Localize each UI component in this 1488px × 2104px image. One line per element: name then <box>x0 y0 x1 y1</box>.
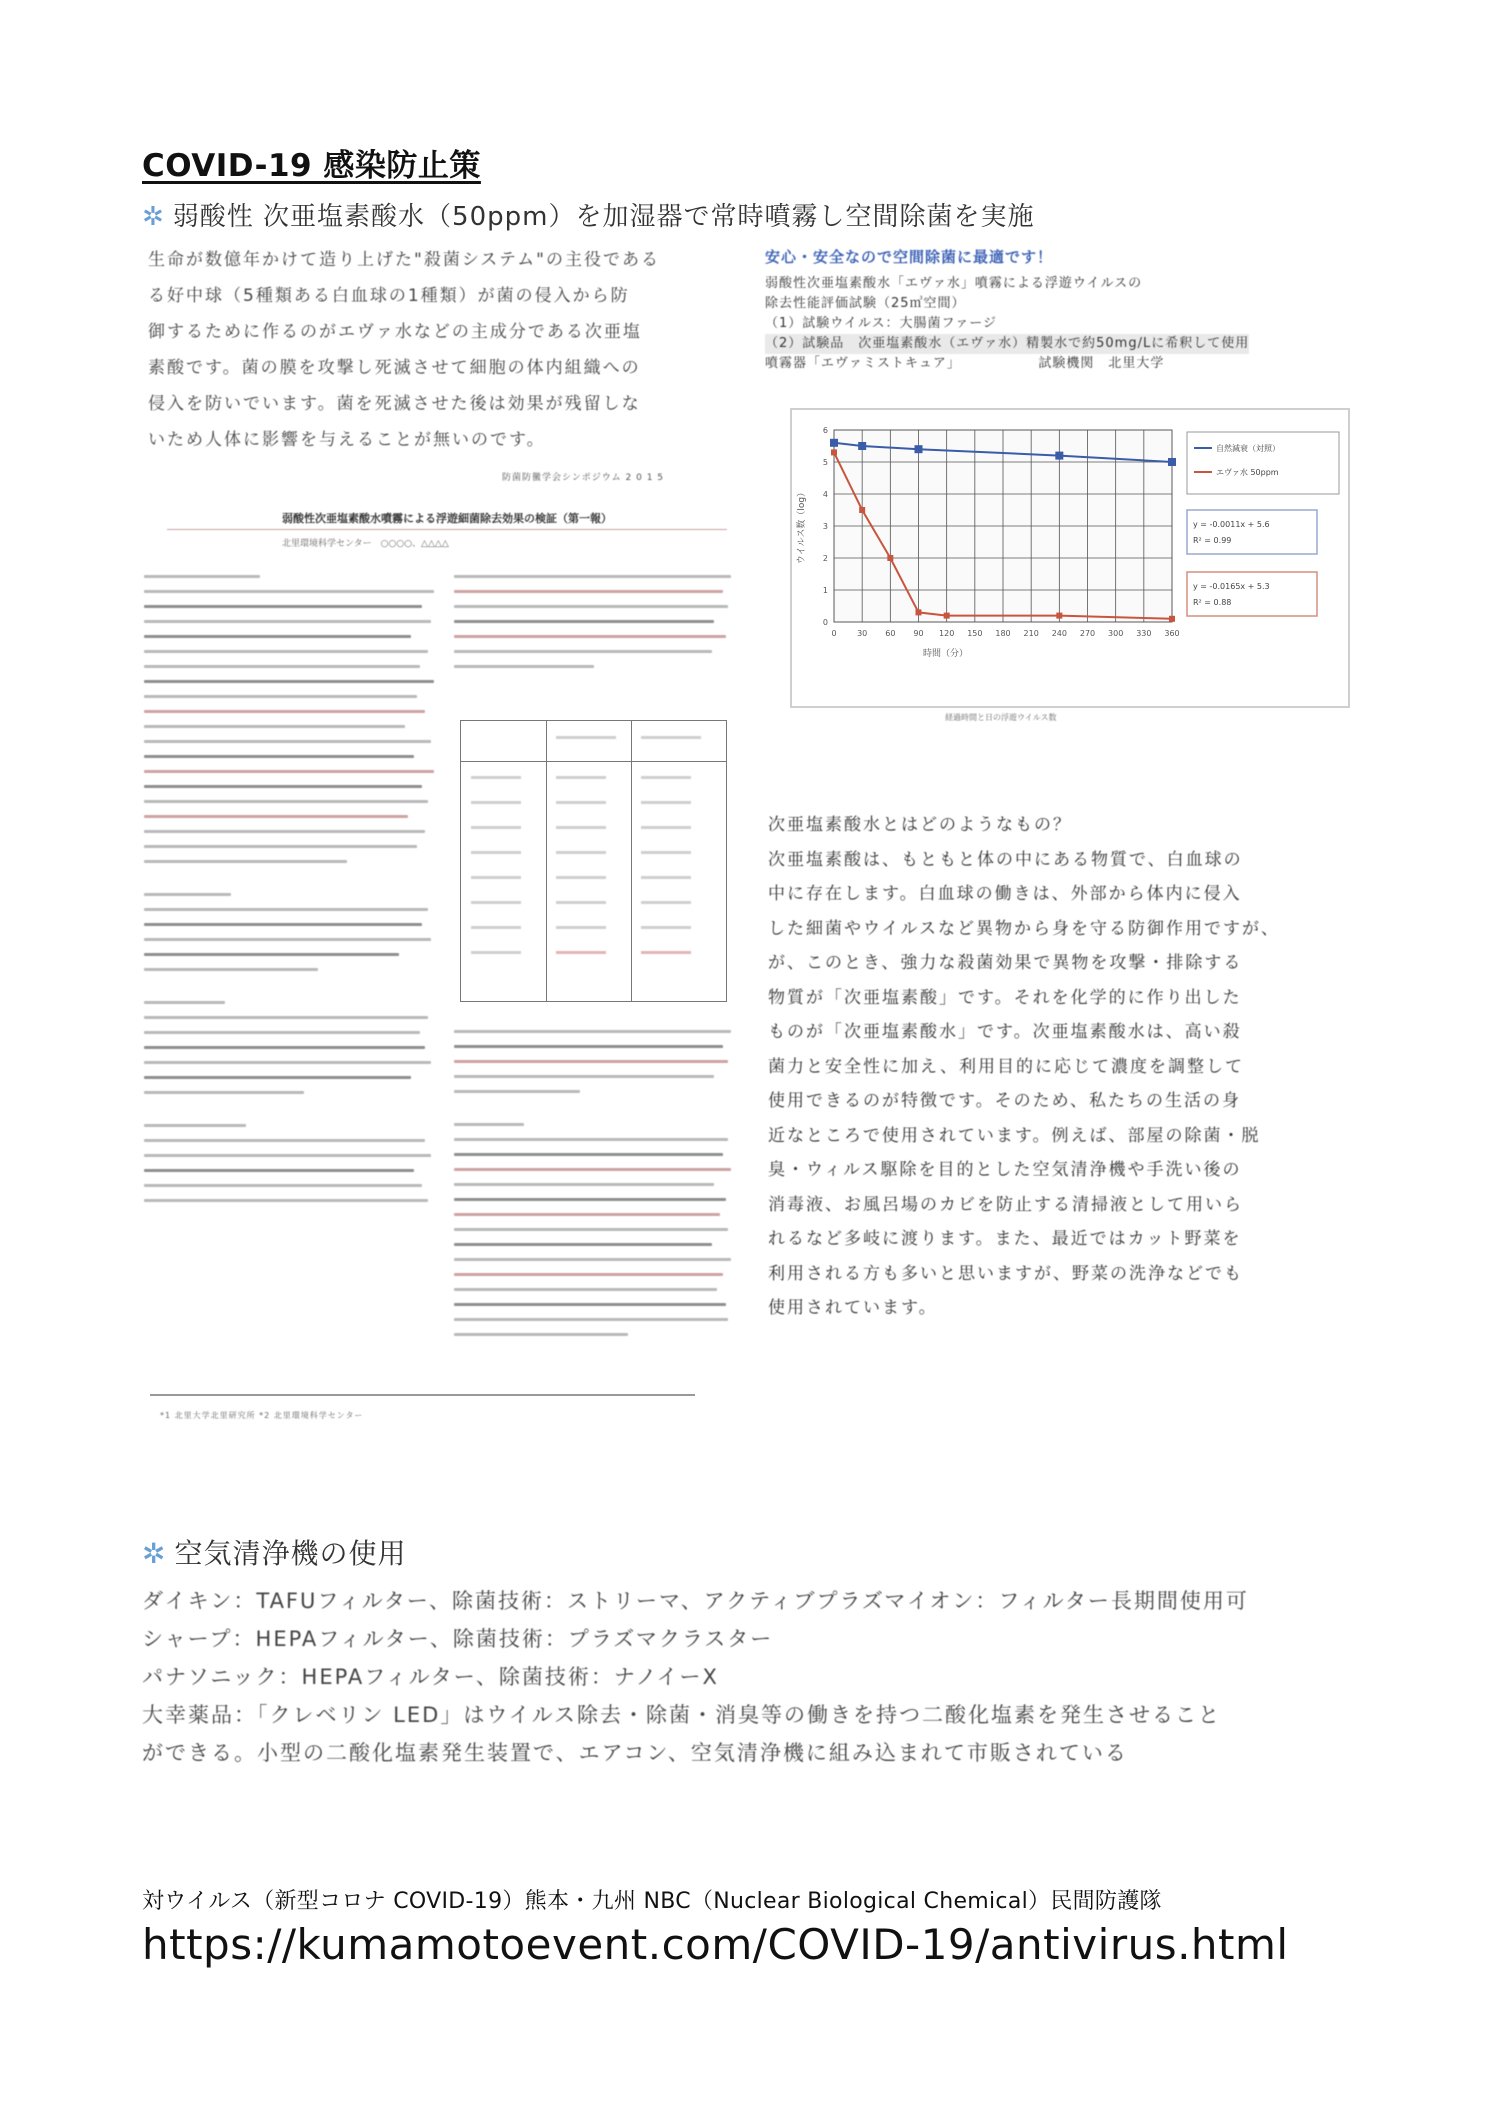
annotation-box <box>1187 572 1317 616</box>
data-point <box>858 442 866 450</box>
explain-line: 利用される方も多いと思いますが、野菜の洗浄などでも <box>768 1263 1243 1284</box>
chart-frame <box>790 408 1350 708</box>
annotation-text: y = -0.0011x + 5.6 <box>1193 520 1270 529</box>
x-tick-label: 300 <box>1108 629 1124 638</box>
y-axis-label: ウイルス数（log） <box>797 487 807 565</box>
section2-heading-text: 空気清浄機の使用 <box>174 1537 407 1570</box>
data-point <box>831 449 837 455</box>
data-point <box>859 507 865 513</box>
paper-right-column <box>454 575 734 680</box>
footer-url[interactable]: https://kumamotoevent.com/COVID-19/antivirus.html <box>142 1920 1289 1969</box>
section1-heading-text: 弱酸性 次亜塩素酸水（50ppm）を加湿器で常時噴霧し空間除菌を実施 <box>172 202 1035 232</box>
x-tick-label: 150 <box>967 629 983 638</box>
x-tick-label: 60 <box>885 629 896 638</box>
chart-description <box>765 274 1249 374</box>
explain-line: 次亜塩素酸水とはどのようなもの？ <box>768 815 1072 835</box>
data-point <box>915 445 923 453</box>
explain-line: が、このとき、強力な殺菌効果で異物を攻撃・排除する <box>768 953 1243 973</box>
air-purifier-item: パナソニック：HEPAフィルター、除菌技術：ナノイーX <box>142 1665 719 1689</box>
annotation-box <box>1187 510 1317 554</box>
intro-line: る好中球（5種類ある白血球の1種類）が菌の侵入から防 <box>148 286 630 306</box>
x-tick-label: 240 <box>1051 629 1067 638</box>
y-tick-label: 5 <box>822 458 828 467</box>
paper-header: 防菌防黴学会シンポジウム 2 0 1 5 <box>502 473 665 483</box>
chart-desc-line: 弱酸性次亜塩素酸水「エヴァ水」噴霧による浮遊ウイルスの <box>765 276 1143 291</box>
explain-line: した細菌やウイルスなど異物から身を守る防御作用ですが、 <box>768 918 1280 939</box>
explain-line: れるなど多岐に渡ります。また、最近ではカット野菜を <box>768 1229 1242 1249</box>
x-tick-label: 210 <box>1023 629 1039 638</box>
y-tick-label: 4 <box>822 490 828 499</box>
air-purifier-list <box>142 1582 1362 1772</box>
data-point <box>887 555 893 561</box>
paper-data-table <box>460 720 727 1002</box>
chart-desc-line: （1）試験ウイルス：大腸菌ファージ <box>765 316 997 331</box>
data-point <box>830 439 838 447</box>
chart-desc-line: 噴霧器「エヴァミストキュア」 試験機関 北里大学 <box>765 356 1165 371</box>
data-point <box>1168 458 1176 466</box>
y-tick-label: 0 <box>822 618 828 627</box>
intro-line: 御するために作るのがエヴァ水などの主成分である次亜塩 <box>148 322 642 342</box>
explain-line: 菌力と安全性に加え、利用目的に応じて濃度を調整して <box>768 1056 1245 1077</box>
air-purifier-item: 大幸薬品：「クレベリン LED」はウイルス除去・除菌・消臭等の働きを持つ二酸化塩素を発生させること <box>142 1703 1222 1727</box>
legend-box <box>1187 432 1339 494</box>
paper-authors: 北里環境科学センター ○○○○、△△△△ <box>282 539 449 549</box>
x-tick-label: 270 <box>1079 629 1096 638</box>
intro-line: いため人体に影響を与えることが無いのです。 <box>148 430 546 450</box>
x-tick-label: 120 <box>939 629 955 638</box>
explain-line: 消毒液、お風呂場のカビを防止する清掃液として用いら <box>768 1194 1243 1215</box>
data-point <box>1056 613 1062 619</box>
paper-left-column <box>144 575 434 1214</box>
paper-title: 弱酸性次亜塩素酸水噴霧による浮遊細菌除去効果の検証（第一報） <box>167 510 727 530</box>
data-point <box>1169 616 1175 622</box>
legend-label: 自然減衰（対照） <box>1216 444 1280 453</box>
explain-line: 近なところで使用されています。例えば、部屋の除菌・脱 <box>768 1125 1261 1146</box>
chart-heading: 安心・安全なので空間除菌に最適です！ <box>765 248 1054 266</box>
y-tick-label: 3 <box>822 522 828 531</box>
y-tick-label: 2 <box>822 554 828 563</box>
intro-text <box>148 242 728 458</box>
air-purifier-item: シャープ：HEPAフィルター、除菌技術：プラズマクラスター <box>142 1627 774 1651</box>
paper-right-column-2 <box>454 1030 734 1348</box>
annotation-text: y = -0.0165x + 5.3 <box>1193 582 1270 591</box>
footer-organization: 対ウイルス（新型コロナ COVID-19）熊本・九州 NBC（Nuclear Biological Chemical）民間防護隊 <box>142 1889 1162 1914</box>
data-point <box>1055 452 1063 460</box>
annotation-text: R² = 0.99 <box>1193 536 1232 545</box>
legend-label: エヴァ水 50ppm <box>1216 468 1279 477</box>
x-tick-label: 0 <box>831 629 837 638</box>
chart-caption: 経過時間と日の浮遊ウイルス数 <box>945 713 1057 722</box>
annotation-text: R² = 0.88 <box>1193 598 1232 607</box>
y-tick-label: 1 <box>822 586 828 595</box>
x-axis-label: 時間（分） <box>923 649 969 659</box>
section1-heading <box>142 196 1034 233</box>
bullet-icon: ✲ <box>142 1537 167 1570</box>
virus-reduction-chart <box>792 410 1348 706</box>
intro-line: 素酸です。菌の膜を攻撃し死滅させて細胞の体内組織への <box>148 358 641 378</box>
intro-line: 生命が数億年かけて造り上げた"殺菌システム"の主役である <box>148 250 660 270</box>
section2-heading <box>142 1532 406 1572</box>
data-point <box>944 613 950 619</box>
bullet-icon: ✲ <box>142 202 165 232</box>
explanation-text <box>768 808 1338 1326</box>
explain-line: 使用されています。 <box>768 1298 938 1318</box>
chart-desc-line: （2）試験品 次亜塩素酸水（エヴァ水）精製水で約50mg/Lに希釈して使用 <box>765 334 1249 354</box>
x-tick-label: 180 <box>995 629 1011 638</box>
explain-line: 使用できるのが特徴です。そのため、私たちの生活の身 <box>768 1091 1241 1111</box>
x-tick-label: 90 <box>913 629 924 638</box>
intro-line: 侵入を防いでいます。菌を死滅させた後は効果が残留しな <box>148 394 641 414</box>
page-title: COVID-19 感染防止策 <box>142 148 481 184</box>
explain-line: ものが「次亜塩素酸水」です。次亜塩素酸水は、高い殺 <box>768 1022 1242 1042</box>
air-purifier-item: ができる。小型の二酸化塩素発生装置で、エアコン、空気清浄機に組み込まれて市販されている <box>142 1741 1128 1765</box>
x-tick-label: 30 <box>857 629 868 638</box>
paper-footer-rule <box>150 1394 695 1396</box>
explain-line: 次亜塩素酸は、もともと体の中にある物質で、白血球の <box>768 849 1243 870</box>
explain-line: 中に存在します。白血球の働きは、外部から体内に侵入 <box>768 884 1242 904</box>
y-tick-label: 6 <box>822 426 828 435</box>
explain-line: 臭・ウィルス駆除を目的とした空気清浄機や手洗い後の <box>768 1160 1242 1180</box>
explain-line: 物質が「次亜塩素酸」です。それを化学的に作り出した <box>768 987 1242 1008</box>
data-point <box>916 609 922 615</box>
x-tick-label: 360 <box>1164 629 1180 638</box>
x-tick-label: 330 <box>1136 629 1152 638</box>
paper-footnote: *1 北里大学北里研究所 *2 北里環境科学センター <box>160 1411 364 1420</box>
air-purifier-item: ダイキン：TAFUフィルター、除菌技術：ストリーマ、アクティブプラズマイオン：フィルター長期間使用可 <box>142 1589 1249 1613</box>
research-paper-scan <box>142 470 752 1350</box>
chart-desc-line: 除去性能評価試験（25㎥空間） <box>765 296 966 311</box>
